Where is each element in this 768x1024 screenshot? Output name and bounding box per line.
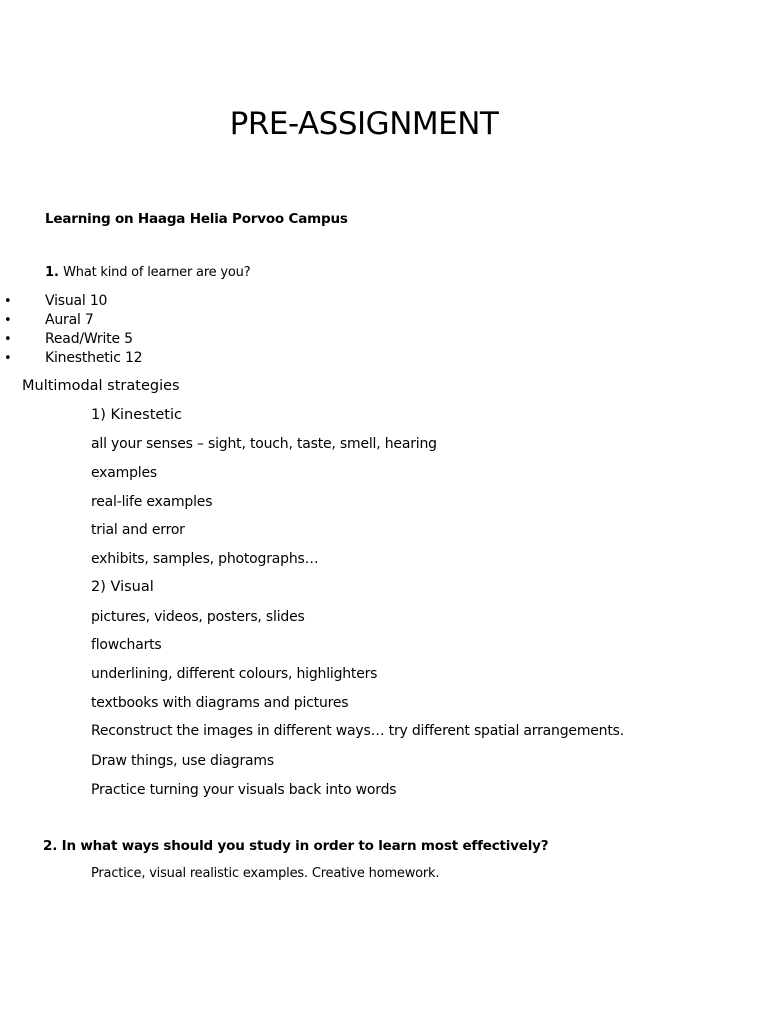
section-heading: Multimodal strategies: [22, 378, 180, 394]
bullet-icon: •: [4, 332, 12, 347]
kinestetic-item: examples: [91, 465, 157, 481]
kinestetic-item: trial and error: [91, 522, 185, 538]
question-1-text: What kind of learner are you?: [63, 265, 251, 280]
learner-score-list: [0, 292, 142, 368]
question-2: 2. In what ways should you study in order to learn most effectively?: [43, 838, 549, 854]
bullet-icon: •: [4, 351, 12, 366]
visual-item: Draw things, use diagrams: [91, 753, 274, 769]
learner-score: Visual 10: [45, 293, 108, 309]
list-item: [0, 330, 142, 349]
question-1-number: 1.: [45, 265, 59, 280]
visual-item: underlining, different colours, highlighters: [91, 666, 378, 682]
learner-score: Aural 7: [45, 312, 94, 328]
question-1: [45, 265, 250, 280]
visual-item: textbooks with diagrams and pictures: [91, 695, 349, 711]
learner-score: Kinesthetic 12: [45, 350, 143, 366]
bullet-icon: •: [4, 294, 12, 309]
kinestetic-heading: 1) Kinestetic: [91, 407, 182, 423]
learner-score: Read/Write 5: [45, 331, 133, 347]
bullet-icon: •: [4, 313, 12, 328]
visual-item: Practice turning your visuals back into words: [91, 782, 397, 798]
answer-2: Practice, visual realistic examples. Creative homework.: [91, 866, 440, 881]
page-title: PRE-ASSIGNMENT: [229, 106, 499, 142]
visual-item: flowcharts: [91, 637, 162, 653]
visual-heading: 2) Visual: [91, 579, 154, 595]
subtitle: Learning on Haaga Helia Porvoo Campus: [45, 211, 348, 227]
list-item: [0, 349, 142, 368]
kinestetic-item: all your senses – sight, touch, taste, smell, hearing: [91, 436, 437, 452]
kinestetic-item: real-life examples: [91, 494, 213, 510]
list-item: [0, 292, 142, 311]
visual-item: Reconstruct the images in different ways… try different spatial arrangements.: [91, 723, 624, 739]
kinestetic-item: exhibits, samples, photographs…: [91, 551, 319, 567]
visual-item: pictures, videos, posters, slides: [91, 609, 305, 625]
list-item: [0, 311, 142, 330]
